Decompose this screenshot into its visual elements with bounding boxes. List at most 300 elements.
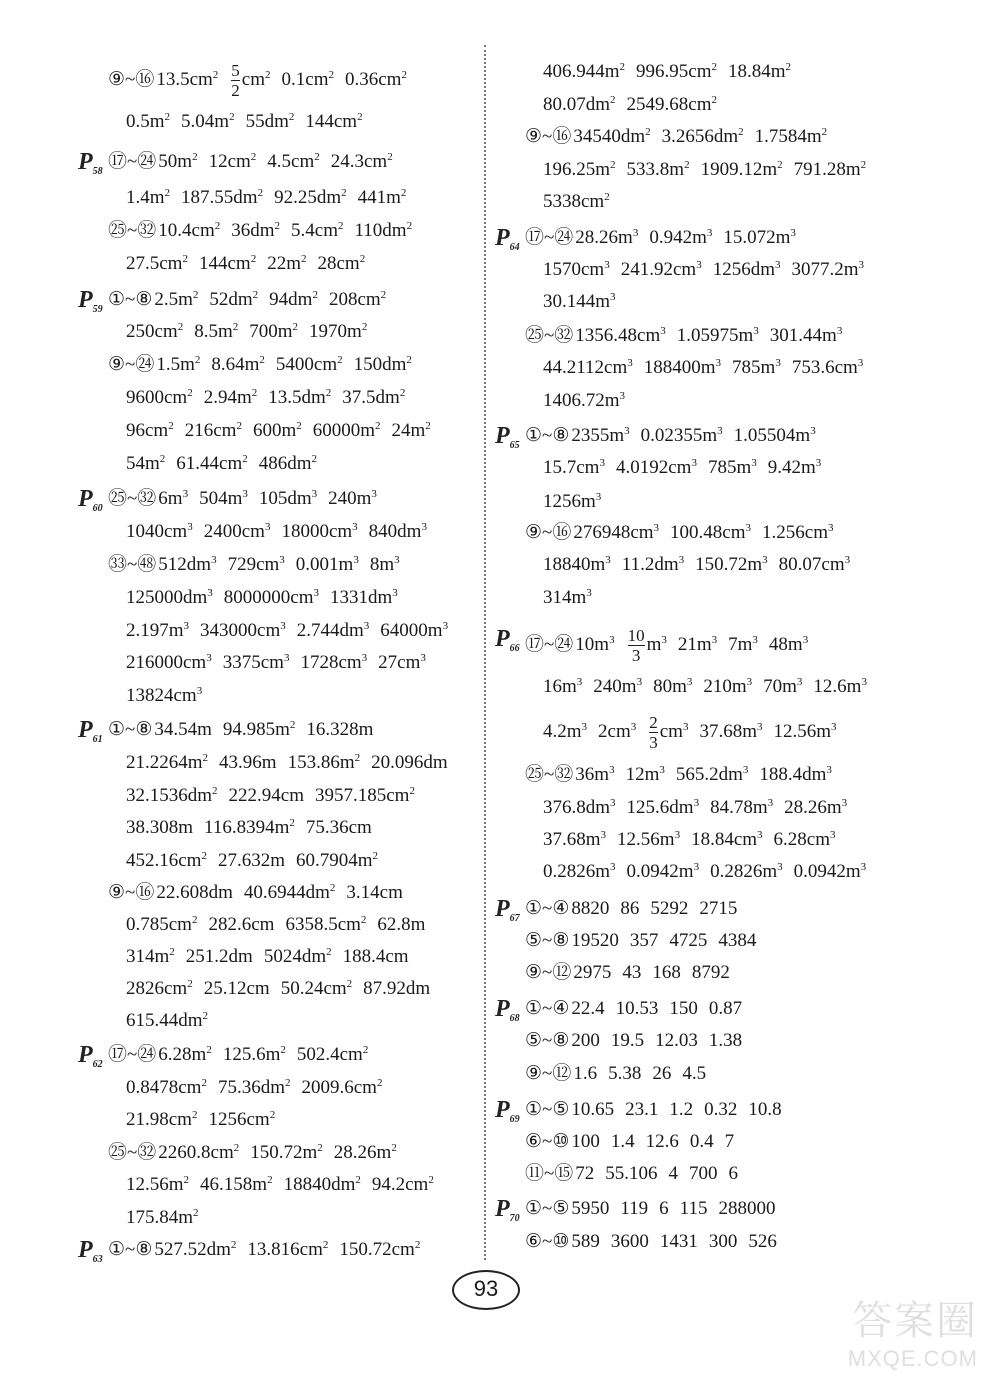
answer-value: $64000m^3$ xyxy=(380,620,449,641)
answer-value: $15.072m^3$ xyxy=(723,227,796,248)
question-range: ⑰~㉔ xyxy=(108,1044,157,1065)
answer-value: $188.4dm^3$ xyxy=(759,764,832,785)
answer-value: $8000000cm^3$ xyxy=(223,587,319,608)
answer-value: 1.4 xyxy=(610,1131,635,1152)
answer-value: $84.78m^3$ xyxy=(710,797,774,818)
answer-value: $376.8dm^3$ xyxy=(543,797,616,818)
answer-value: $8.5m^2$ xyxy=(194,321,239,342)
answer-value: $32.1536dm^2$ xyxy=(126,785,218,806)
answer-value: $5.04m^2$ xyxy=(181,111,235,132)
answer-value: $4.0192cm^3$ xyxy=(615,457,697,478)
answer-value: $28.26m^3$ xyxy=(575,227,639,248)
answer-value: $785m^3$ xyxy=(732,357,781,378)
answer-line xyxy=(495,423,827,451)
answer-value: $10.4cm^2$ xyxy=(158,220,221,241)
answer-value: $0.36cm^2$ xyxy=(344,68,407,90)
answer-value: 23.1 xyxy=(625,1099,659,1120)
answer-value: $565.2dm^3$ xyxy=(675,764,749,785)
answer-value: $12m^3$ xyxy=(625,764,665,785)
answer-value: 86 xyxy=(620,898,640,919)
question-range: ㉝~㊽ xyxy=(108,554,157,575)
answer-value: 100 xyxy=(571,1131,600,1152)
answer-line xyxy=(543,93,728,117)
answer-line xyxy=(543,714,848,751)
answer-value: 38.308m xyxy=(126,817,194,838)
answer-value: $3077.2m^3$ xyxy=(791,259,864,280)
answer-line xyxy=(525,1162,749,1186)
answer-line xyxy=(495,896,748,924)
answer-value: $2826cm^2$ xyxy=(126,978,193,999)
answer-value: $5338cm^2$ xyxy=(543,191,610,212)
answer-value: $28.26m^3$ xyxy=(784,797,848,818)
answer-line xyxy=(126,386,416,410)
answer-line xyxy=(543,675,878,699)
answer-value: $6m^3$ xyxy=(158,488,189,509)
answer-value: $\frac{2}{3}$ $cm^3$ xyxy=(649,713,689,752)
answer-value: 19520 xyxy=(571,930,619,951)
page-marker: $P_{66}$ xyxy=(495,626,520,654)
answer-value: 6 xyxy=(659,1198,669,1219)
answer-value: 22.4 xyxy=(571,998,605,1019)
answer-value: $615.44dm^2$ xyxy=(126,1010,209,1031)
answer-value: 34.54m xyxy=(154,719,212,740)
answer-value: $0.0942m^3$ xyxy=(793,861,867,882)
answer-value: $50.24cm^2$ xyxy=(280,978,353,999)
answer-value: $60.7904m^2$ xyxy=(296,850,379,871)
answer-line xyxy=(126,849,389,873)
answer-value: 282.6cm xyxy=(208,914,275,935)
answer-line xyxy=(495,1097,793,1125)
answer-value: 4725 xyxy=(669,930,708,951)
answer-line xyxy=(543,456,832,480)
answer-value: $276948cm^3$ xyxy=(573,522,660,543)
question-range: ⑨~⑯ xyxy=(108,68,155,90)
answer-value: $144cm^2$ xyxy=(305,111,363,132)
answer-value: 10.8 xyxy=(748,1099,782,1120)
question-range: ⑥~⑩ xyxy=(525,1231,570,1252)
answer-value: $4.2m^3$ xyxy=(543,720,588,742)
answer-value: $80.07dm^2$ xyxy=(543,94,616,115)
answer-value: 3600 xyxy=(610,1231,649,1252)
answer-value: $187.55dm^2$ xyxy=(181,187,264,208)
answer-line xyxy=(126,320,378,344)
answer-line xyxy=(126,684,213,708)
answer-line xyxy=(78,1042,379,1070)
answer-line xyxy=(543,828,847,852)
answer-line xyxy=(126,520,438,544)
answer-line xyxy=(495,996,753,1024)
question-range: ㉕~㉜ xyxy=(525,764,574,785)
answer-value: 0.32 xyxy=(704,1099,738,1120)
question-range: ㉕~㉜ xyxy=(108,220,157,241)
fraction: $\frac{2}{3}$ xyxy=(649,713,658,752)
page-number: 93 xyxy=(473,1276,499,1301)
answer-value: 1.38 xyxy=(708,1030,743,1051)
answer-value: $153.86m^2$ xyxy=(287,752,361,773)
answer-value: $196.25m^2$ xyxy=(543,159,616,180)
page-marker: $P_{69}$ xyxy=(495,1097,520,1125)
answer-value: $11.2dm^3$ xyxy=(621,554,685,575)
answer-value: $37.5dm^2$ xyxy=(342,387,406,408)
answer-value: 119 xyxy=(620,1198,649,1219)
answer-value: $1.5m^2$ xyxy=(156,354,201,375)
answer-value: 72 xyxy=(575,1163,595,1184)
answer-line xyxy=(495,225,807,253)
answer-value: $216000cm^3$ xyxy=(126,652,212,673)
answer-value: $0.0942m^3$ xyxy=(626,861,700,882)
answer-value: $24.3cm^2$ xyxy=(330,151,393,172)
answer-line xyxy=(78,287,397,315)
answer-value: $125.6m^2$ xyxy=(222,1044,286,1065)
answer-value: $3.2656dm^2$ xyxy=(661,126,744,147)
answer-value: $24m^2$ xyxy=(391,420,431,441)
answer-value: $1.05975m^3$ xyxy=(676,325,759,346)
answer-value: $502.4cm^2$ xyxy=(296,1044,369,1065)
page-marker: $P_{59}$ xyxy=(78,287,103,315)
answer-value: 150 xyxy=(669,998,698,1019)
answer-value: $6.28m^2$ xyxy=(158,1044,212,1065)
answer-line xyxy=(525,324,853,348)
answer-value: $150.72cm^2$ xyxy=(339,1239,421,1260)
answer-line xyxy=(78,149,404,177)
question-range: ①~④ xyxy=(525,898,570,919)
answer-value: $301.44m^3$ xyxy=(769,325,843,346)
answer-value: 4384 xyxy=(718,930,757,951)
answer-value: 188.4cm xyxy=(342,946,409,967)
answer-value: $1256dm^3$ xyxy=(712,259,781,280)
question-range: ⑨~⑯ xyxy=(525,522,572,543)
answer-value: $2.744dm^3$ xyxy=(296,620,370,641)
answer-value: $28cm^2$ xyxy=(317,253,366,274)
answer-value: $0.8478cm^2$ xyxy=(126,1077,207,1098)
answer-value: $16m^3$ xyxy=(543,676,583,697)
answer-value: $840dm^3$ xyxy=(368,521,427,542)
answer-value: $125000dm^3$ xyxy=(126,587,213,608)
answer-value: 43 xyxy=(622,962,642,983)
answer-value: 251.2dm xyxy=(185,946,253,967)
answer-line xyxy=(126,1206,210,1230)
answer-value: 222.94cm xyxy=(228,785,304,806)
answer-value: $44.2112cm^3$ xyxy=(543,357,633,378)
answer-value: 20.096dm xyxy=(371,752,448,773)
answer-line xyxy=(543,553,861,577)
question-range: ⑨~⑯ xyxy=(525,126,572,147)
answer-value: $210m^3$ xyxy=(703,676,753,697)
question-range: ①~④ xyxy=(525,998,570,1019)
answer-value: $441m^2$ xyxy=(357,187,407,208)
answer-line xyxy=(543,190,621,214)
answer-line xyxy=(78,1237,431,1265)
answer-value: 10.53 xyxy=(615,998,659,1019)
answer-value: $4.5cm^2$ xyxy=(267,151,320,172)
answer-value: $80.07cm^3$ xyxy=(778,554,851,575)
answer-line xyxy=(525,1230,788,1254)
question-range: ㉕~㉜ xyxy=(525,325,574,346)
answer-value: $533.8m^2$ xyxy=(626,159,690,180)
page-marker: $P_{65}$ xyxy=(495,423,520,451)
answer-line xyxy=(126,651,437,675)
answer-value: $1256m^3$ xyxy=(543,491,602,512)
answer-value: $314m^2$ xyxy=(126,946,175,967)
answer-value: $1728cm^3$ xyxy=(300,652,368,673)
answer-value: $13.5cm^2$ xyxy=(156,68,219,90)
answer-value: $12.6m^3$ xyxy=(813,676,867,697)
answer-value: $1570cm^3$ xyxy=(543,259,610,280)
answer-value: $46.158m^2$ xyxy=(200,1174,273,1195)
question-range: ①~⑧ xyxy=(108,1239,153,1260)
answer-line xyxy=(126,452,328,476)
answer-value: $94.2cm^2$ xyxy=(371,1174,434,1195)
answer-value: 5.38 xyxy=(608,1063,642,1084)
answer-value: $2.197m^3$ xyxy=(126,620,190,641)
page-marker: $P_{58}$ xyxy=(78,149,103,177)
answer-value: $9600cm^2$ xyxy=(126,387,193,408)
answer-value: $2400cm^3$ xyxy=(203,521,271,542)
answer-value: $22m^2$ xyxy=(267,253,307,274)
answer-value: $7m^3$ xyxy=(728,633,758,655)
page-marker: $P_{70}$ xyxy=(495,1196,520,1224)
watermark-cn: 答案圈 xyxy=(852,1298,978,1344)
answer-value: $5400cm^2$ xyxy=(275,354,343,375)
answer-line xyxy=(543,389,636,413)
answer-value: 2975 xyxy=(573,962,612,983)
answer-value: $55dm^2$ xyxy=(245,111,295,132)
column-divider xyxy=(484,45,486,1260)
answer-line xyxy=(525,1029,753,1053)
answer-line xyxy=(543,158,877,182)
answer-value: $36m^3$ xyxy=(575,764,615,785)
answer-line xyxy=(525,125,838,149)
answer-value: $0.001m^3$ xyxy=(295,554,359,575)
answer-line xyxy=(108,553,411,577)
answer-value: $512dm^3$ xyxy=(158,554,217,575)
answer-line xyxy=(108,1141,408,1165)
answer-line xyxy=(126,913,436,937)
answer-value: $54m^2$ xyxy=(126,453,166,474)
answer-value: $1970m^2$ xyxy=(309,321,368,342)
answer-line xyxy=(126,586,409,610)
answer-value: 55.106 xyxy=(605,1163,658,1184)
watermark-logo xyxy=(808,1289,978,1371)
answer-value: 526 xyxy=(748,1231,777,1252)
answer-value: $452.16cm^2$ xyxy=(126,850,207,871)
question-range: ⑨~⑯ xyxy=(108,882,155,903)
answer-value: 1.2 xyxy=(669,1099,694,1120)
question-range: ⑤~⑧ xyxy=(525,930,570,951)
answer-line xyxy=(126,252,376,276)
answer-value: $37.68m^3$ xyxy=(699,720,763,742)
answer-line xyxy=(543,586,603,610)
answer-value: $5.4cm^2$ xyxy=(291,220,344,241)
question-range: ①~⑧ xyxy=(525,425,570,446)
answer-value: $28.26m^2$ xyxy=(333,1142,397,1163)
answer-value: $92.25dm^2$ xyxy=(274,187,347,208)
answer-value: $\frac{10}{3}$ $m^3$ xyxy=(627,626,667,665)
answer-value: 115 xyxy=(679,1198,708,1219)
answer-value: 10.65 xyxy=(571,1099,615,1120)
answer-value: $600m^2$ xyxy=(252,420,302,441)
answer-value: $12.56m^3$ xyxy=(773,720,837,742)
answer-value: $18.84m^2$ xyxy=(728,61,792,82)
answer-value: $1356.48cm^3$ xyxy=(575,325,666,346)
page-marker: $P_{64}$ xyxy=(495,225,520,253)
answer-value: $100.48cm^3$ xyxy=(670,522,752,543)
answer-line xyxy=(543,490,612,514)
answer-value: $1256cm^2$ xyxy=(208,1109,276,1130)
answer-value: $8.64m^2$ xyxy=(211,354,265,375)
answer-value: $61.44cm^2$ xyxy=(176,453,248,474)
answer-line xyxy=(108,353,423,377)
answer-value: $2549.68cm^2$ xyxy=(626,94,717,115)
answer-value: $1.05504m^3$ xyxy=(733,425,816,446)
question-range: ①~⑤ xyxy=(525,1099,570,1120)
answer-line xyxy=(543,290,627,314)
answer-value: 16.328m xyxy=(306,719,374,740)
answer-value: $527.52dm^2$ xyxy=(154,1239,237,1260)
answer-value: $144cm^2$ xyxy=(198,253,257,274)
page-marker: $P_{63}$ xyxy=(78,1237,103,1265)
answer-value: 1431 xyxy=(659,1231,698,1252)
watermark-en: MXQE.COM xyxy=(847,1346,978,1371)
answer-value: $250cm^2$ xyxy=(126,321,184,342)
answer-value: $486dm^2$ xyxy=(258,453,318,474)
answer-value: $21.2264m^2$ xyxy=(126,752,209,773)
answer-value: $6.28cm^3$ xyxy=(773,829,836,850)
answer-value: $1909.12m^2$ xyxy=(700,159,783,180)
answer-line xyxy=(126,419,442,443)
answer-value: 200 xyxy=(571,1030,600,1051)
answer-value: $2009.6cm^2$ xyxy=(301,1077,383,1098)
answer-line xyxy=(78,486,388,514)
answer-line xyxy=(126,1076,393,1100)
answer-value: $50m^2$ xyxy=(158,151,198,172)
question-range: ⑰~㉔ xyxy=(525,227,574,248)
answer-line xyxy=(78,717,384,745)
answer-value: $13.816cm^2$ xyxy=(247,1239,329,1260)
answer-value: $1.4m^2$ xyxy=(126,187,171,208)
answer-value: 589 xyxy=(571,1231,600,1252)
answer-value: 43.96m xyxy=(219,752,277,773)
answer-line xyxy=(126,945,420,969)
answer-value: $240m^3$ xyxy=(593,676,643,697)
answer-line xyxy=(126,1009,219,1033)
answer-value: $0.785cm^2$ xyxy=(126,914,198,935)
answer-value: 700 xyxy=(689,1163,718,1184)
fraction: $\frac{10}{3}$ xyxy=(627,626,645,665)
answer-value: $188400m^3$ xyxy=(643,357,722,378)
answer-line xyxy=(126,784,426,808)
page-marker: $P_{62}$ xyxy=(78,1042,103,1070)
answer-value: $0.1cm^2$ xyxy=(281,68,334,90)
answer-value: $21m^3$ xyxy=(677,633,718,655)
answer-value: $2260.8cm^2$ xyxy=(158,1142,240,1163)
answer-value: 19.5 xyxy=(610,1030,645,1051)
answer-value: 4 xyxy=(668,1163,679,1184)
question-range: ⑰~㉔ xyxy=(108,151,157,172)
answer-value: $94.985m^2$ xyxy=(222,719,296,740)
answer-value: 26 xyxy=(652,1063,672,1084)
answer-value: $37.68m^3$ xyxy=(543,829,607,850)
answer-value: $110dm^2$ xyxy=(354,220,413,241)
answer-value: $406.944m^2$ xyxy=(543,61,626,82)
answer-value: $791.28m^2$ xyxy=(793,159,867,180)
answer-value: $2.94m^2$ xyxy=(203,387,258,408)
answer-value: $36dm^2$ xyxy=(231,220,281,241)
answer-value: $18840m^3$ xyxy=(543,554,611,575)
answer-value: 4.5 xyxy=(682,1063,707,1084)
answer-line xyxy=(126,751,459,775)
answer-value: 288000 xyxy=(718,1198,776,1219)
answer-value: $729cm^3$ xyxy=(227,554,285,575)
answer-value: $5024dm^2$ xyxy=(263,946,332,967)
answer-value: $216cm^2$ xyxy=(184,420,242,441)
answer-value: $8m^3$ xyxy=(369,554,400,575)
answer-value: $175.84m^2$ xyxy=(126,1207,199,1228)
answer-value: $75.36dm^2$ xyxy=(217,1077,291,1098)
answer-value: 5950 xyxy=(571,1198,610,1219)
answer-value: $10m^3$ xyxy=(575,633,615,655)
answer-value: $27.5cm^2$ xyxy=(126,253,188,274)
answer-value: $1040cm^3$ xyxy=(126,521,193,542)
question-range: ①~⑤ xyxy=(525,1198,570,1219)
answer-value: $2cm^3$ xyxy=(598,720,637,742)
answer-line xyxy=(525,961,741,985)
answer-value: 7 xyxy=(724,1131,735,1152)
answer-line xyxy=(126,619,459,643)
answer-value: $0.942m^3$ xyxy=(649,227,713,248)
answer-value: $18840dm^2$ xyxy=(283,1174,361,1195)
answer-value: $241.92cm^3$ xyxy=(620,259,702,280)
answer-value: $0.02355m^3$ xyxy=(640,425,723,446)
answer-value: $27cm^3$ xyxy=(378,652,426,673)
answer-value: $12.56m^3$ xyxy=(617,829,681,850)
answer-value: 25.12cm xyxy=(203,978,270,999)
answer-value: $9.42m^3$ xyxy=(767,457,822,478)
answer-value: $753.6cm^3$ xyxy=(791,357,864,378)
answer-value: $1.256cm^3$ xyxy=(762,522,834,543)
answer-value: 8820 xyxy=(571,898,610,919)
question-range: ⑨~⑫ xyxy=(525,962,572,983)
answer-value: 8792 xyxy=(691,962,730,983)
answer-value: 75.36cm xyxy=(305,817,372,838)
answer-value: $785m^3$ xyxy=(707,457,757,478)
page-marker: $P_{61}$ xyxy=(78,717,103,745)
question-range: ①~⑧ xyxy=(108,289,153,310)
answer-line xyxy=(543,860,877,884)
answer-value: $116.8394m^2$ xyxy=(204,817,295,838)
answer-line xyxy=(126,1108,286,1132)
answer-value: 22.608dm xyxy=(156,882,233,903)
answer-value: 1.6 xyxy=(573,1063,598,1084)
answer-value: $18.84cm^3$ xyxy=(691,829,763,850)
answer-value: $1406.72m^3$ xyxy=(543,390,626,411)
answer-line xyxy=(495,1196,786,1224)
question-range: ㉕~㉜ xyxy=(108,1142,157,1163)
answer-line xyxy=(525,763,843,787)
answer-line xyxy=(126,1173,445,1197)
answer-line xyxy=(543,258,875,282)
answer-value: $343000cm^3$ xyxy=(200,620,286,641)
question-range: ⑥~⑩ xyxy=(525,1131,570,1152)
answer-value: $240m^3$ xyxy=(328,488,377,509)
answer-value: 357 xyxy=(629,930,659,951)
question-range: ⑰~㉔ xyxy=(525,633,574,655)
answer-line xyxy=(525,929,767,953)
answer-line xyxy=(126,186,417,210)
answer-value: $13824cm^3$ xyxy=(126,685,203,706)
answer-value: $150.72m^3$ xyxy=(695,554,768,575)
answer-value: $\frac{5}{2}$ $cm^2$ xyxy=(231,61,271,100)
